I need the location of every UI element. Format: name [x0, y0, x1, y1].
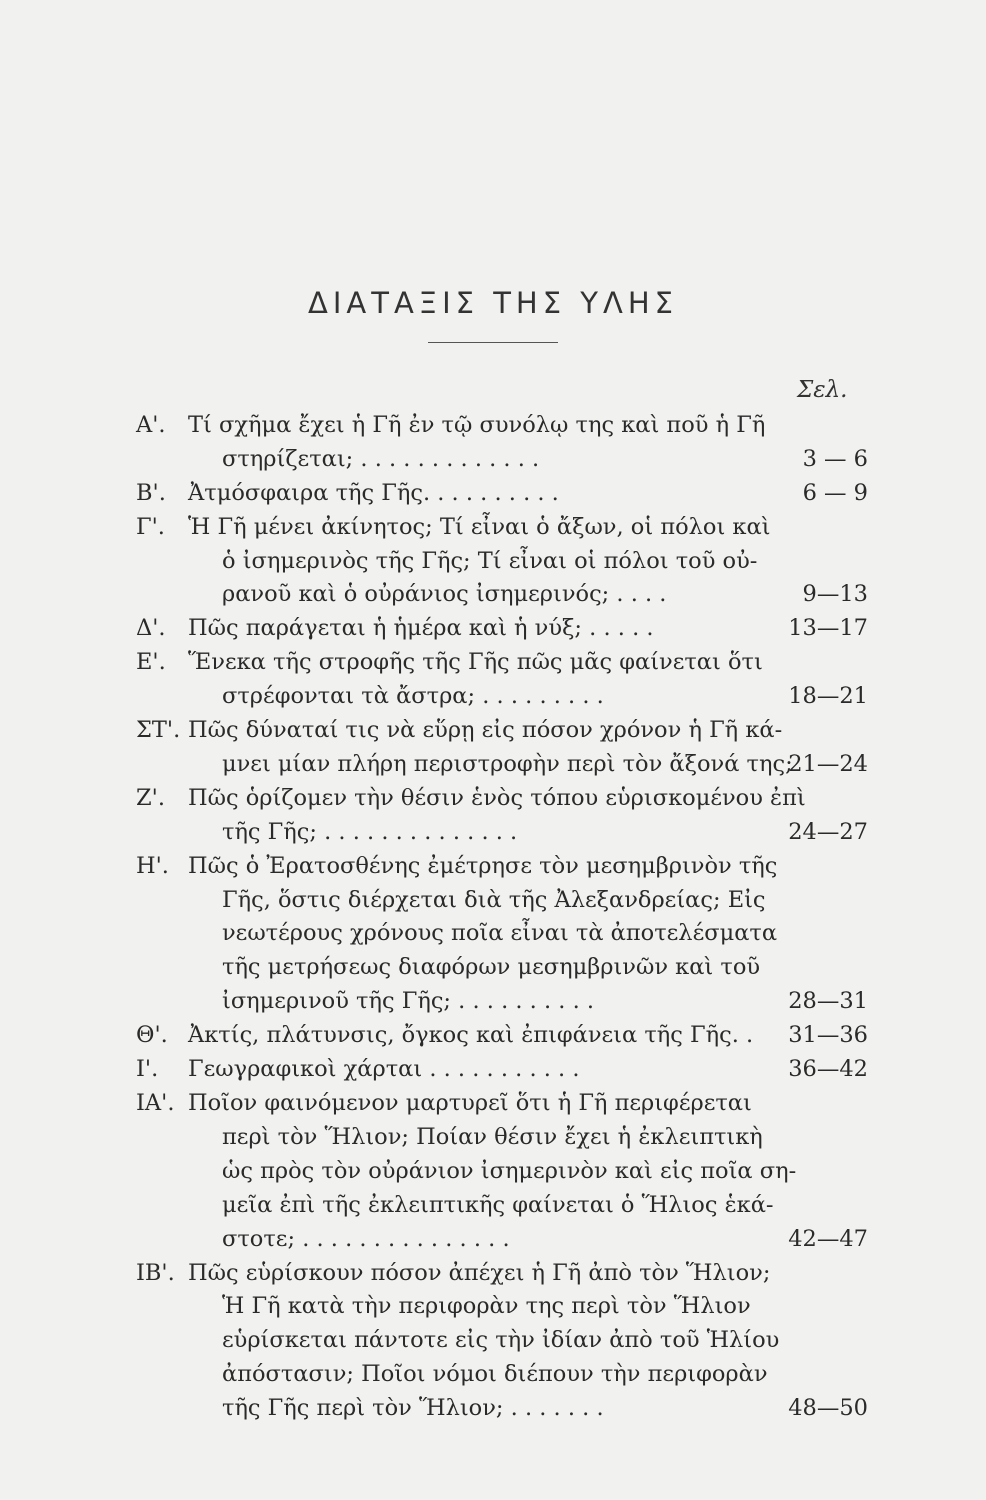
toc-entry-text-line: ὁ ἰσημερινὸς τῆς Γῆς; Τί εἶναι οἱ πόλοι τοῦ οὐ-	[222, 547, 758, 574]
toc-entry-text-line: τῆς μετρήσεως διαφόρων μεσημβρινῶν καὶ τοῦ	[222, 954, 761, 981]
toc-entry-number: Δ'.	[136, 615, 166, 642]
toc-entry-pages: 6 — 9	[802, 479, 868, 506]
toc-entry-pages: 13—17	[788, 615, 868, 642]
toc-entry-text-line: Πῶς δύναταί τις νὰ εὕρῃ εἰς πόσον χρόνον ἡ Γῆ κά-	[188, 717, 783, 744]
toc-entry-pages: 48—50	[788, 1395, 868, 1422]
toc-entry-number: Α'.	[136, 412, 166, 438]
toc-entry-text-line: Ἕνεκα τῆς στροφῆς τῆς Γῆς πῶς μᾶς φαίνεται ὅτι	[188, 649, 763, 676]
toc-entry-text-line: τῆς Γῆς περὶ τὸν Ἥλιον; . . . . . . .	[222, 1395, 604, 1422]
toc-entry-text-line: ἰσημερινοῦ τῆς Γῆς; . . . . . . . . . .	[222, 988, 595, 1015]
toc-entry-text-line: ἀπόστασιν; Ποῖοι νόμοι διέπουν τὴν περιφορὰν	[222, 1361, 768, 1388]
toc-entry-number: ΙΒ'.	[136, 1259, 175, 1286]
toc-entry-text-line: Πῶς εὑρίσκουν πόσον ἀπέχει ἡ Γῆ ἀπὸ τὸν Ἥλιον;	[188, 1259, 771, 1286]
toc-entry-number: ΙΑ'.	[136, 1090, 175, 1116]
toc-entry-pages: 9—13	[802, 581, 868, 608]
toc-entry-pages: 24—27	[788, 818, 868, 845]
toc-entry-number: Θ'.	[136, 1022, 168, 1049]
toc-entry-text-line: μνει μίαν πλήρη περιστροφὴν περὶ τὸν ἄξονά της;	[222, 750, 793, 777]
toc-entry-text-line: στρέφονται τὰ ἄστρα; . . . . . . . . .	[222, 683, 604, 710]
toc-entry-text-line: Γεωγραφικοὶ χάρται . . . . . . . . . . .	[188, 1056, 580, 1083]
toc-entry-text-line: Πῶς παράγεται ἡ ἡμέρα καὶ ἡ νύξ; . . . . .	[188, 615, 654, 642]
toc-entry-pages: 31—36	[788, 1022, 868, 1049]
page-column-header: Σελ.	[797, 377, 848, 403]
toc-entry-text-line: τῆς Γῆς; . . . . . . . . . . . . . .	[222, 818, 518, 845]
toc-entry-number: ΣΤ'.	[136, 717, 181, 744]
toc-entry-text-line: ὡς πρὸς τὸν οὐράνιον ἰσημερινὸν καὶ εἰς ποῖα ση-	[222, 1157, 797, 1184]
toc-entry-number: Ζ'.	[136, 784, 165, 811]
page-title: ΔΙΑΤΑΞΙΣ ΤΗΣ ΥΛΗΣ	[308, 286, 678, 320]
toc-entry-number: Ι'.	[136, 1056, 159, 1083]
toc-entry-text-line: Πῶς ὁ Ἐρατοσθένης ἐμέτρησε τὸν μεσημβρινὸν τῆς	[188, 852, 778, 879]
toc-entry-pages: 36—42	[788, 1056, 868, 1083]
toc-entry-text-line: ρανοῦ καὶ ὁ οὐράνιος ἰσημερινός; . . . .	[222, 581, 667, 608]
toc-entry-text-line: Ἀτμόσφαιρα τῆς Γῆς. . . . . . . . . .	[188, 479, 559, 506]
toc-entry-text-line: μεῖα ἐπὶ τῆς ἐκλειπτικῆς φαίνεται ὁ Ἥλιος ἑκά-	[222, 1191, 774, 1218]
toc-entry-text-line: περὶ τὸν Ἥλιον; Ποίαν θέσιν ἔχει ἡ ἐκλειπτικὴ	[222, 1123, 763, 1150]
toc-entry-text-line: Γῆς, ὅστις διέρχεται διὰ τῆς Ἀλεξανδρείας; Εἰς	[222, 886, 766, 913]
toc-entry-text-line: εὑρίσκεται πάντοτε εἰς τὴν ἰδίαν ἀπὸ τοῦ Ἡλίου	[222, 1327, 780, 1354]
toc-entry-pages: 42—47	[788, 1225, 868, 1252]
toc-entry-text-line: Τί σχῆμα ἔχει ἡ Γῆ ἐν τῷ συνόλῳ της καὶ ποῦ ἡ Γῆ	[188, 412, 766, 438]
toc-entry-text-line: Ἡ Γῆ μένει ἀκίνητος; Τί εἶναι ὁ ἄξων, οἱ πόλοι καὶ	[188, 513, 771, 540]
toc-entry-number: Ε'.	[136, 649, 166, 676]
toc-entry-text-line: Ποῖον φαινόμενον μαρτυρεῖ ὅτι ἡ Γῆ περιφέρεται	[188, 1090, 752, 1116]
toc-entry-number: Β'.	[136, 479, 166, 506]
toc-entry-pages: 28—31	[788, 988, 868, 1015]
toc-entry-number: Η'.	[136, 852, 169, 879]
toc-entry-text-line: στοτε; . . . . . . . . . . . . . . .	[222, 1225, 510, 1252]
toc-entry-text-line: Ἡ Γῆ κατὰ τὴν περιφορὰν της περὶ τὸν Ἥλιον	[222, 1293, 751, 1320]
toc-entry-text-line: στηρίζεται; . . . . . . . . . . . . .	[222, 445, 540, 472]
toc-entry-number: Γ'.	[136, 513, 165, 540]
title-divider	[428, 342, 558, 343]
toc-entry-pages: 3 — 6	[802, 445, 868, 472]
toc-entry-text-line: νεωτέρους χρόνους ποῖα εἶναι τὰ ἀποτελέσματα	[222, 920, 778, 947]
toc-entry-pages: 21—24	[788, 750, 868, 777]
toc-entry-text-line: Ἀκτίς, πλάτυνσις, ὄγκος καὶ ἐπιφάνεια τῆς Γῆς. .	[188, 1022, 754, 1049]
toc-entry-pages: 18—21	[788, 683, 868, 710]
toc-entry-text-line: Πῶς ὁρίζομεν τὴν θέσιν ἑνὸς τόπου εὑρισκομένου ἐπὶ	[188, 784, 806, 811]
